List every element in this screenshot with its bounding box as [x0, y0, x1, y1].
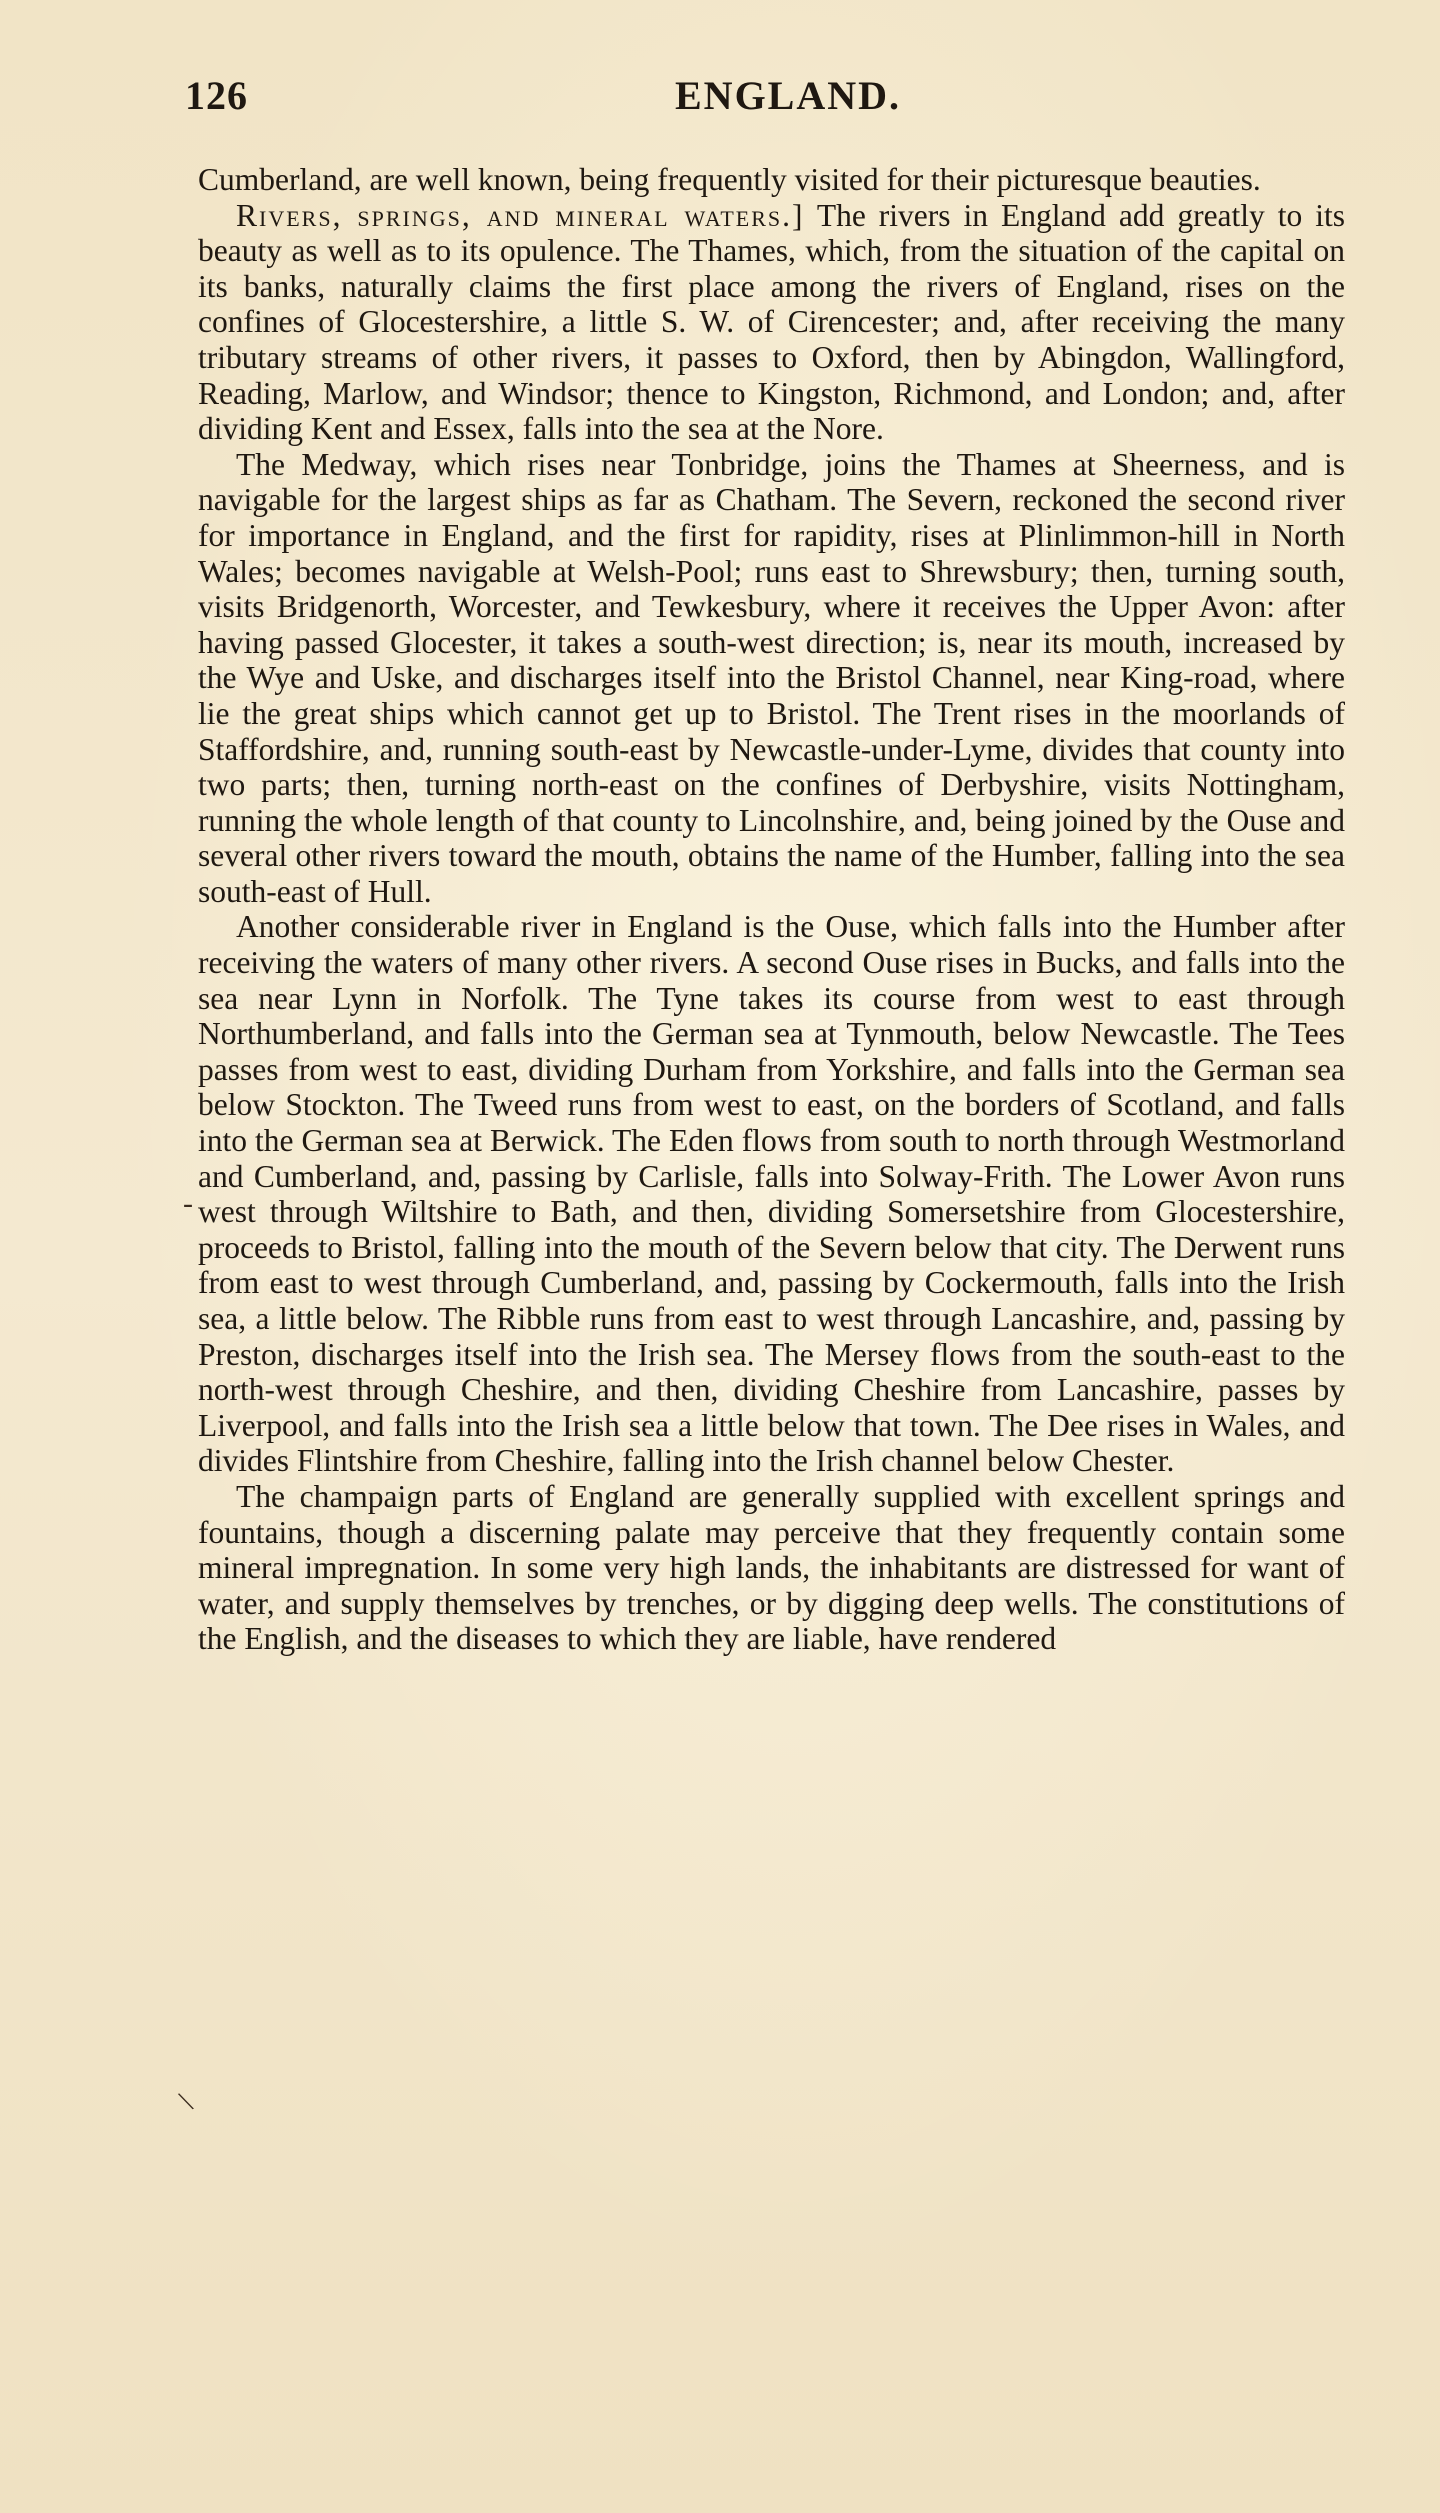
paragraph-continuation	[198, 162, 1345, 198]
margin-mark: \	[175, 2084, 197, 2119]
paragraph-medway-severn-trent	[198, 447, 1345, 910]
page-number: 126	[185, 73, 248, 118]
paragraph-text: Cumberland, are well known, being frequently visited for their picturesque beauties.	[198, 162, 1261, 197]
page-header	[185, 72, 1345, 132]
paragraph-text: The rivers in England add greatly to its beauty as well as to its opulence. The Thames, which, from the situation of the capital on its banks, naturally claims the first place among the rivers of England, rises on the confines of Glocestershire, a little S. W. of Cirencester; and, after receiving the many tributary streams of other rivers, it passes to Oxford, then by Abingdon, Wallingford, Reading, Marlow, and Windsor; thence to Kingston, Richmond, and London; and, after dividing Kent and Essex, falls into the sea at the Nore.	[198, 197, 1345, 447]
section-heading: Rivers, springs, and mineral waters.]	[236, 197, 805, 233]
body-text	[198, 162, 1345, 1657]
paragraph-rivers	[198, 198, 1345, 447]
paragraph-other-rivers	[198, 909, 1345, 1479]
paragraph-text: The Medway, which rises near Tonbridge, joins the Thames at Sheerness, and is navigable for the largest ships as far as Chatham. The Severn, reckoned the second river for importance in England, and the first for rapidity, rises at Plinlimmon-hill in North Wales; becomes navigable at Welsh-Pool; runs east to Shrewsbury; then, turning south, visits Bridgenorth, Worcester, and Tewkesbury, where it receives the Upper Avon: after having passed Glocester, it takes a south-west direction; is, near its mouth, increased by the Wye and Uske, and discharges itself into the Bristol Channel, near King-road, where lie the great ships which cannot get up to Bristol. The Trent rises in the moorlands of Staffordshire, and, running south-east by Newcastle-under-Lyme, divides that county into two parts; then, turning north-east on the confines of Derbyshire, visits Nottingham, running the whole length of that county to Lincolnshire, and, being joined by the Ouse and several other rivers toward the mouth, obtains the name of the Humber, falling into the sea south-east of Hull.	[198, 446, 1345, 909]
running-title: ENGLAND.	[675, 73, 902, 118]
paragraph-text: Another considerable river in England is the Ouse, which falls into the Humber after receiving the waters of many other rivers. A second Ouse rises in Bucks, and falls into the sea near Lynn in Norfolk. The Tyne takes its course from west to east through Northumberland, and falls into the German sea at Tynmouth, below Newcastle. The Tees passes from west to east, dividing Durham from Yorkshire, and falls into the German sea below Stockton. The Tweed runs from west to east, on the borders of Scotland, and falls into the German sea at Berwick. The Eden flows from south to north through Westmorland and Cumberland, and, passing by Carlisle, falls into Solway-Frith. The Lower Avon runs west through Wiltshire to Bath, and then, dividing Somersetshire from Glocestershire, proceeds to Bristol, falling into the mouth of the Severn below that city. The Derwent runs from east to west through Cumberland, and, passing by Cockermouth, falls into the Irish sea, a little below. The Ribble runs from east to west through Lancashire, and, passing by Preston, discharges itself into the Irish sea. The Mersey flows from the south-east to the north-west through Cheshire, and then, dividing Cheshire from Lancashire, passes by Liverpool, and falls into the Irish sea a little below that town. The Dee rises in Wales, and divides Flintshire from Cheshire, falling into the Irish channel below Chester.	[198, 909, 1345, 1479]
margin-mark: -	[183, 1187, 193, 1220]
paragraph-text: The champaign parts of England are generally supplied with excellent springs and fountains, though a discerning palate may perceive that they frequently contain some mineral impregnation. In some very high lands, the inhabitants are distressed for want of water, and supply themselves by trenches, or by digging deep wells. The constitutions of the English, and the diseases to which they are liable, have rendered	[198, 1478, 1345, 1657]
paragraph-springs	[198, 1479, 1345, 1657]
